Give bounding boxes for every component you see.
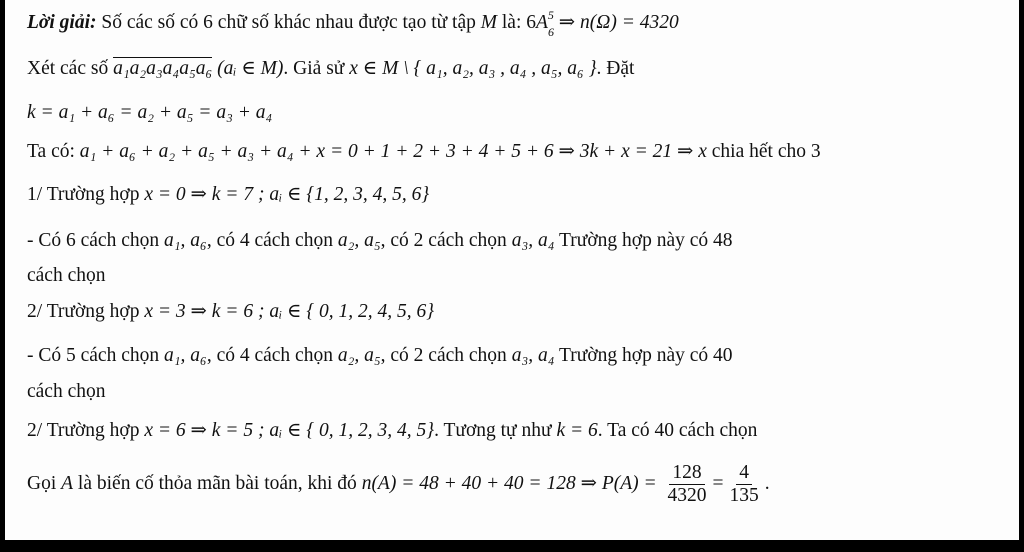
line-3: k = a₁ + a₆ = a₂ + a₅ = a₃ + a₄ [27,102,273,123]
line1-tail: là: [501,12,522,33]
case2-detail-b: , có 4 cách chọn [206,345,333,366]
line4-eq: a₁ + a₆ + a₂ + a₅ + a₃ + a₄ + x = 0 + 1 + 2 + 3 + 4 + 5 + 6 ⇒ 3k + x = 21 ⇒ x [79,141,707,162]
line4-text: Ta có: [27,141,75,162]
case1-pair3: a₃, a₄ [511,230,555,251]
final-text: Gọi [27,473,57,494]
case1-eq: x = 0 ⇒ k = 7 ; aᵢ ∈ {1, 2, 3, 4, 5, 6} [144,184,430,205]
case2-detail-a: - Có 5 cách chọn [27,345,160,366]
frac2-den: 135 [729,485,759,507]
frac1-num: 128 [669,462,704,485]
case1-detail-b: , có 4 cách chọn [206,230,333,251]
solution-heading: Lời giải: [27,12,97,33]
frac1-den: 4320 [667,485,707,507]
six-digit-number: a₁a₂a₃a₄a₅a₆ [113,58,213,79]
case-2 [27,299,434,325]
line2-cond: (aᵢ ∈ M) [217,58,284,79]
case3-label: 2/ Trường hợp [27,420,140,441]
line-1 [27,10,679,37]
line1-text: Số các số có 6 chữ số khác nhau được tạo từ tập [101,12,476,33]
case3-eq: x = 6 ⇒ k = 5 ; aᵢ ∈ { 0, 1, 2, 3, 4, 5} [144,420,435,441]
line4-end: chia hết cho 3 [711,141,821,162]
count-coef: 6 [526,12,536,33]
case-1 [27,182,429,208]
set-M: M [480,12,497,33]
case2-pair1: a₁, a₆ [164,345,207,366]
line-2 [27,56,634,82]
final-p: P(A) = [601,473,657,494]
case-3 [27,418,757,444]
final-A: A [61,473,74,494]
case1-detail-cont: cách chọn [27,265,106,286]
fraction-4-135 [727,462,762,507]
case2-pair3: a₃, a₄ [511,345,555,366]
omega-result: ⇒ n(Ω) = 4320 [558,12,679,33]
line2-text: Xét các số [27,58,109,79]
frac2-num: 4 [736,462,752,485]
final-mid: là biến cố thỏa mãn bài toán, khi đó [77,473,357,494]
case2-detail-c: , có 2 cách chọn [380,345,507,366]
line2-mid: . Giả sử [283,58,345,79]
case3-k: k = 6 [556,420,598,441]
final-eq: n(A) = 48 + 40 + 40 = 128 ⇒ [361,473,597,494]
fraction-128-4320 [665,462,710,507]
arrangement-A: $A^5$ 6 [536,8,554,39]
case3-tail: . Tương tự như [434,420,552,441]
case1-detail [27,228,733,254]
line-4 [27,139,821,165]
case1-detail-a: - Có 6 cách chọn [27,230,160,251]
line2-x: x ∈ M \ { a₁, a₂, a₃ , a₄ , a₅, a₆ } [349,58,597,79]
final-line: Gọi A là biến cố thỏa mãn bài toán, khi đó n(A) = 48 + 40 + 40 = 128 ⇒ P(A) = $\frac{128}{4320}$ = $\frac{4}{135}$ . [27,462,770,507]
case2-detail-cont: cách chọn [27,381,106,402]
solution-document [5,0,1019,540]
case2-detail-d: Trường hợp này có 40 [559,345,733,366]
case2-pair2: a₂, a₅ [337,345,381,366]
line2-end: . Đặt [596,58,635,79]
case1-pair1: a₁, a₆ [164,230,207,251]
case2-eq: x = 3 ⇒ k = 6 ; aᵢ ∈ { 0, 1, 2, 4, 5, 6} [144,301,435,322]
case3-end: . Ta có 40 cách chọn [597,420,758,441]
case1-label: 1/ Trường hợp [27,184,140,205]
case2-label: 2/ Trường hợp [27,301,140,322]
case2-detail [27,343,733,369]
case1-detail-c: , có 2 cách chọn [380,230,507,251]
case1-pair2: a₂, a₅ [337,230,381,251]
case1-detail-d: Trường hợp này có 48 [559,230,733,251]
final-dot: . [764,473,770,494]
